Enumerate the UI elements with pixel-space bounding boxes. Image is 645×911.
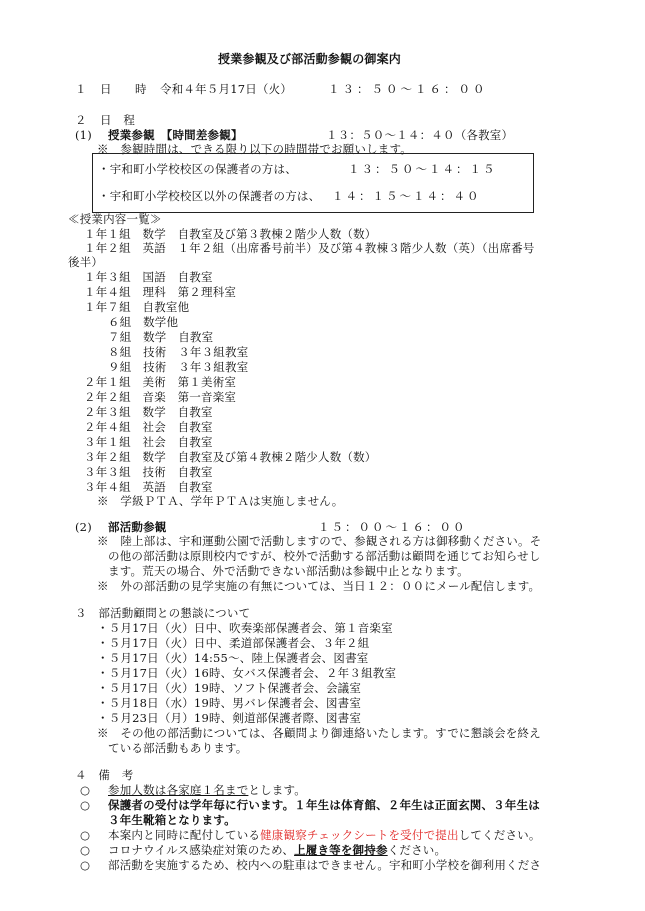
club-visit-heading: 部活動参観 [108,520,167,534]
meeting-item: ・５月17日（火）日中、吹奏楽部保護者会、第１音楽室 [97,621,393,635]
meeting-note-line: ている部活動もあります。 [108,741,248,755]
class-visit-heading: 授業参観 【時間差参観】 [108,128,243,142]
pta-note: ※ 学級ＰＴＡ、学年ＰＴＡは実施しません。 [97,494,344,508]
club-mail-note: ※ 外の部活動の見学実施の有無については、当日１２：００にメール配信します。 [97,579,541,593]
class-visit-note: ※ 参観時間は、できる限り以下の時間帯でお願いします。 [97,142,412,156]
time-slot-time: １３：５０～１４：１５ [348,162,497,176]
class-entry: ２年３組 数学 自教室 [84,405,213,419]
meeting-item: ・５月17日（火）日中、柔道部保護者会、３年２組 [97,636,370,650]
page-title: 授業参観及び部活動参観の御案内 [218,52,402,66]
club-visit-time: １５：００～１６：００ [318,520,467,534]
section-2-label: 日 程 [100,113,136,127]
class-entry: 後半） [68,255,104,269]
note-1-rest: とします。 [248,783,306,797]
class-entry: １年３組 国語 自教室 [84,270,213,284]
class-entry: ８組 技術 ３年３組教室 [108,345,249,359]
class-list-title: ≪授業内容一覧≫ [68,212,162,226]
class-visit-number: (1) [75,128,92,142]
club-note-line: ※ 陸上部は、宇和運動公園で活動しますので、参観される方は御移動ください。そ [97,534,542,548]
section-1-time: １３：５０～１６：００ [328,82,488,96]
class-entry: １年１組 数学 自教室及び第３教棟２階少人数（数） [84,227,377,241]
time-slot-text: ・宇和町小学校校区の保護者の方は、 [98,162,297,176]
note-4 [108,843,446,857]
class-entry: １年４組 理科 第２理科室 [84,285,237,299]
class-entry: ６組 数学他 [108,315,179,329]
class-entry: ２年１組 美術 第１美術室 [84,375,237,389]
meeting-item: ・５月17日（火）16時、女バス保護者会、２年３組教室 [97,666,397,680]
class-entry: ３年１組 社会 自教室 [84,435,213,449]
note-1-underlined: 参加人数は各家庭１名まで [108,783,249,797]
section-3-title: ３ 部活動顧問との懇談について [75,606,251,620]
time-slot-text: ・宇和町小学校校区以外の保護者の方は、 [98,189,321,203]
club-visit-number: (2) [75,520,92,534]
note-bullet: ○ [80,843,91,857]
note-bullet: ○ [80,798,91,812]
note-1 [108,783,306,797]
note-2-line: 保護者の受付は学年毎に行います。１年生は体育館、２年生は正面玄関、３年生は [108,798,540,812]
class-entry: ３年３組 技術 自教室 [84,465,213,479]
class-entry: １年７組 自教室他 [84,300,190,314]
class-entry: ２年２組 音楽 第一音楽室 [84,390,237,404]
note-3-start: 本案内と同時に配付している [108,828,261,842]
note-4-underlined: 上履き等を御持参 [294,843,388,857]
note-bullet: ○ [80,783,91,797]
section-1-label: 日 時 [100,82,153,96]
meeting-note-line: ※ その他の部活動については、各顧問より御連絡いたします。すでに懇談会を終え [97,726,541,740]
club-note-line: の他の部活動は原則校内ですが、校外で活動する部活動は顧問を通じてお知らせし [108,549,541,563]
class-entry: ３年４組 英語 自教室 [84,480,213,494]
club-note-line: ます。荒天の場合、外で活動できない部活動は参観中止となります。 [108,564,469,578]
class-entry: １年２組 英語 １年２組（出席番号前半）及び第４教棟３階少人数（英）（出席番号 [84,241,535,255]
class-entry: ３年２組 数学 自教室及び第４教棟２階少人数（数） [84,450,377,464]
meeting-item: ・５月18日（水）19時、男バレ保護者会、図書室 [97,696,362,710]
meeting-item: ・５月17日（火）14:55～、陸上保護者会、図書室 [97,651,369,665]
section-4-title: ４ 備 考 [75,768,134,782]
class-visit-time: １３：５０～１４：４０（各教室） [326,128,514,142]
meeting-item: ・５月23日（月）19時、剣道部保護者際、図書室 [97,711,362,725]
time-slot-time: １４：１５～１４：４０ [332,189,481,203]
class-entry: ７組 数学 自教室 [108,330,214,344]
section-1-date: 令和４年５月17日（火） [160,82,293,96]
meeting-item: ・５月17日（火）19時、ソフト保護者会、会議室 [97,681,362,695]
note-bullet: ○ [80,828,91,842]
note-2-line: ３年生靴箱となります。 [108,813,236,827]
class-entry: ２年４組 社会 自教室 [84,420,213,434]
section-2-number: ２ [75,113,87,127]
note-3-highlight: 健康観察チェックシートを受付で提出 [260,828,459,842]
section-1-number: １ [75,82,87,96]
note-3-end: してください。 [458,828,541,842]
class-entry: ９組 技術 ３年３組教室 [108,360,249,374]
note-4-end: ください。 [387,843,447,857]
note-3 [108,828,541,842]
note-5: 部活動を実施するため、校内への駐車はできません。宇和町小学校を御利用くださ [108,858,542,872]
note-4-start: コロナウイルス感染症対策のため、 [108,843,295,857]
note-bullet: ○ [80,858,91,872]
